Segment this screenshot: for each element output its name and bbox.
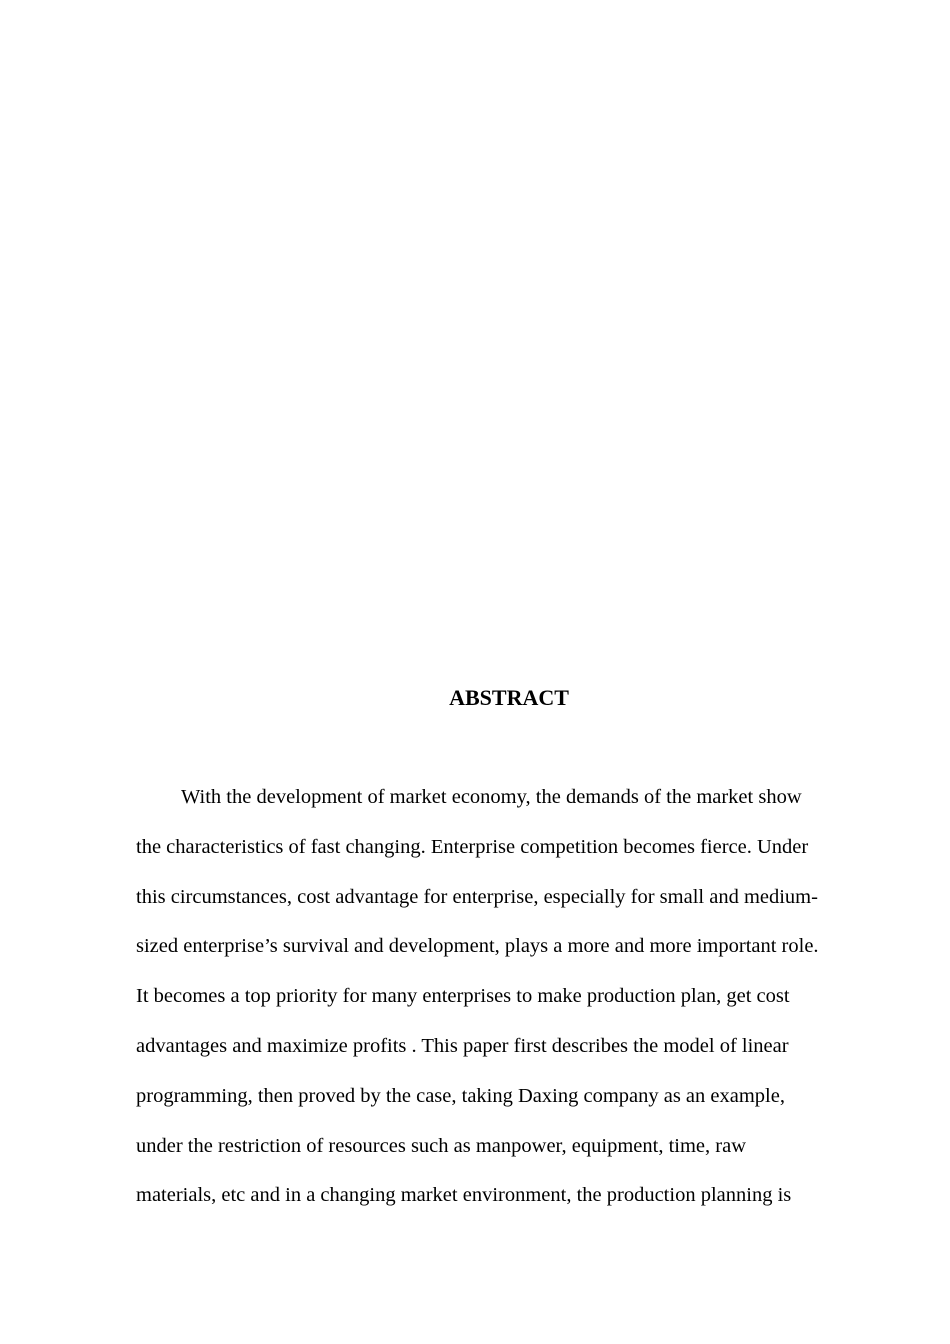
paragraph-line: under the restriction of resources such as manpower, equipment, time, raw xyxy=(136,1134,746,1157)
paragraph-line: this circumstances, cost advantage for enterprise, especially for small and medium- xyxy=(136,885,818,908)
abstract-heading: ABSTRACT xyxy=(449,685,569,710)
paragraph-line: the characteristics of fast changing. Enterprise competition becomes fierce. Under xyxy=(136,835,809,858)
paragraph-line: It becomes a top priority for many enterprises to make production plan, get cost xyxy=(136,985,790,1008)
paragraph-line: With the development of market economy, the demands of the market show xyxy=(181,786,802,808)
paragraph-line: programming, then proved by the case, taking Daxing company as an example, xyxy=(136,1084,785,1107)
paragraph-line: advantages and maximize profits . This paper first describes the model of linear xyxy=(136,1034,789,1057)
paragraph-line: sized enterprise’s survival and development, plays a more and more important role. xyxy=(136,935,819,958)
paragraph-line: materials, etc and in a changing market environment, the production planning is xyxy=(136,1184,792,1207)
abstract-paragraph xyxy=(136,783,896,1231)
